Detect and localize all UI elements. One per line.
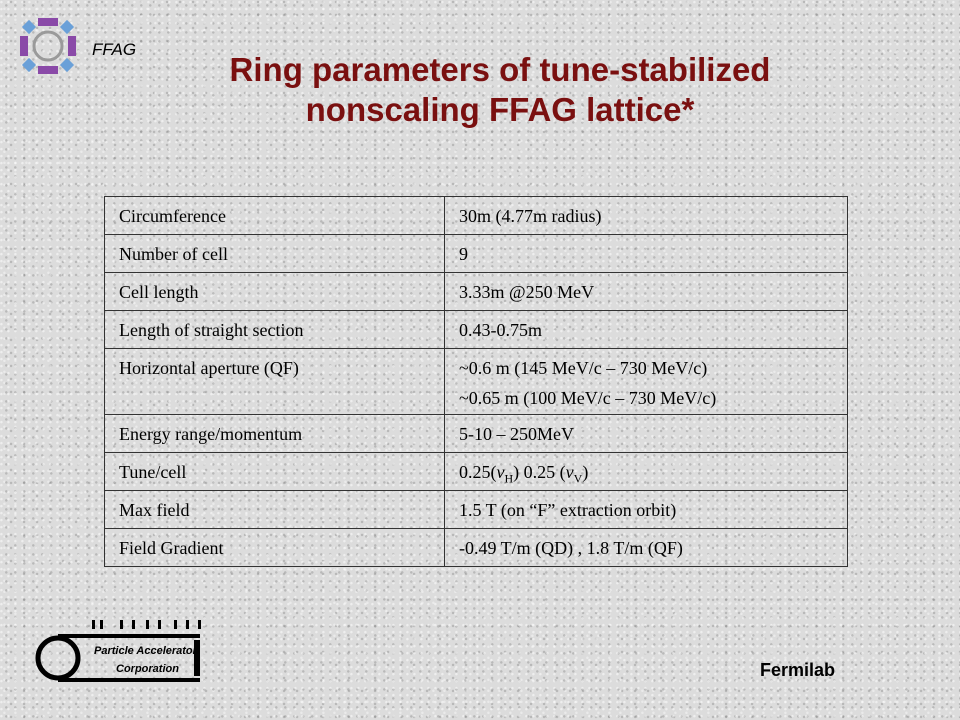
param-name: Energy range/momentum: [105, 415, 445, 453]
sub-h: H: [504, 471, 514, 486]
param-value-line-1: ~0.6 m (145 MeV/c – 730 MeV/c): [459, 358, 708, 378]
param-name: Length of straight section: [105, 311, 445, 349]
table-row: [105, 415, 848, 453]
param-value: 5-10 – 250MeV: [445, 415, 848, 453]
table-row: [105, 235, 848, 273]
table-row: [105, 197, 848, 235]
param-value: 30m (4.77m radius): [445, 197, 848, 235]
param-name: Tune/cell: [105, 453, 445, 491]
param-name: Field Gradient: [105, 529, 445, 567]
ring-parameters-table: [104, 196, 848, 567]
slide-title: [130, 50, 870, 130]
param-name: Max field: [105, 491, 445, 529]
param-name: Horizontal aperture (QF): [105, 349, 445, 415]
title-line-1: Ring parameters of tune-stabilized: [229, 51, 771, 88]
param-value: [445, 453, 848, 491]
param-value: 1.5 T (on “F” extraction orbit): [445, 491, 848, 529]
tune-text-b: ) 0.25 (: [513, 462, 566, 482]
nu-symbol-v: ν: [565, 462, 574, 482]
table-row: [105, 273, 848, 311]
param-value: [445, 349, 848, 415]
tune-text-a: 0.25(: [459, 462, 497, 482]
param-value: 3.33m @250 MeV: [445, 273, 848, 311]
table-row: [105, 311, 848, 349]
table-row: [105, 529, 848, 567]
param-name: Number of cell: [105, 235, 445, 273]
table-row: [105, 349, 848, 415]
param-value: -0.49 T/m (QD) , 1.8 T/m (QF): [445, 529, 848, 567]
sub-v: V: [573, 471, 583, 486]
nu-symbol-h: ν: [496, 462, 505, 482]
tune-text-c: ): [582, 462, 589, 482]
param-value: 9: [445, 235, 848, 273]
ffag-ring-logo: [18, 16, 78, 76]
pac-line-2: Corporation: [116, 663, 179, 675]
ffag-label: FFAG: [92, 40, 137, 59]
title-line-2: nonscaling FFAG lattice*: [305, 91, 695, 128]
param-value: 0.43-0.75m: [445, 311, 848, 349]
fermilab-label: Fermilab: [760, 660, 836, 680]
param-name: Circumference: [105, 197, 445, 235]
table-row: [105, 453, 848, 491]
pac-line-1: Particle Accelerator: [94, 645, 197, 657]
param-value-line-2: ~0.65 m (100 MeV/c – 730 MeV/c): [459, 388, 717, 408]
table-row: [105, 491, 848, 529]
param-name: Cell length: [105, 273, 445, 311]
particle-accelerator-corporation-logo: [34, 620, 214, 692]
